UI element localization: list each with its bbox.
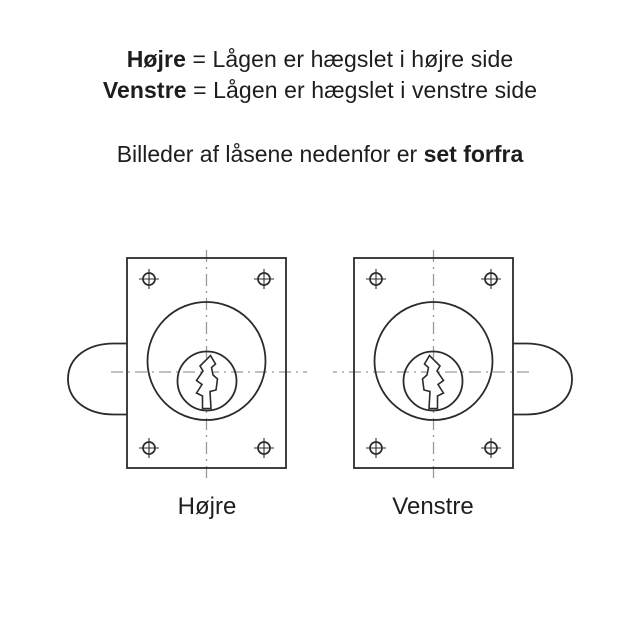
- note-emphasis: set forfra: [423, 141, 524, 167]
- lock-drawing-venstre: [333, 250, 572, 483]
- lock-label-venstre: Venstre: [392, 493, 474, 520]
- definition-text-venstre: = Lågen er hægslet i venstre side: [186, 77, 538, 103]
- lock-label-hojre: Højre: [177, 493, 237, 520]
- screw-hole: [254, 269, 274, 289]
- keyhole-shape: [197, 356, 218, 409]
- definition-term-venstre: Venstre: [102, 77, 187, 103]
- note-prefix: Billeder af låsene nedenfor er: [116, 141, 424, 167]
- screw-hole: [139, 269, 159, 289]
- lock-drawing-hojre: [68, 250, 307, 483]
- definition-text-hojre: = Lågen er hægslet i højre side: [185, 46, 514, 72]
- screw-hole: [254, 438, 274, 458]
- screw-hole: [139, 438, 159, 458]
- latch-bolt: [68, 344, 127, 415]
- definition-term-hojre: Højre: [126, 46, 186, 72]
